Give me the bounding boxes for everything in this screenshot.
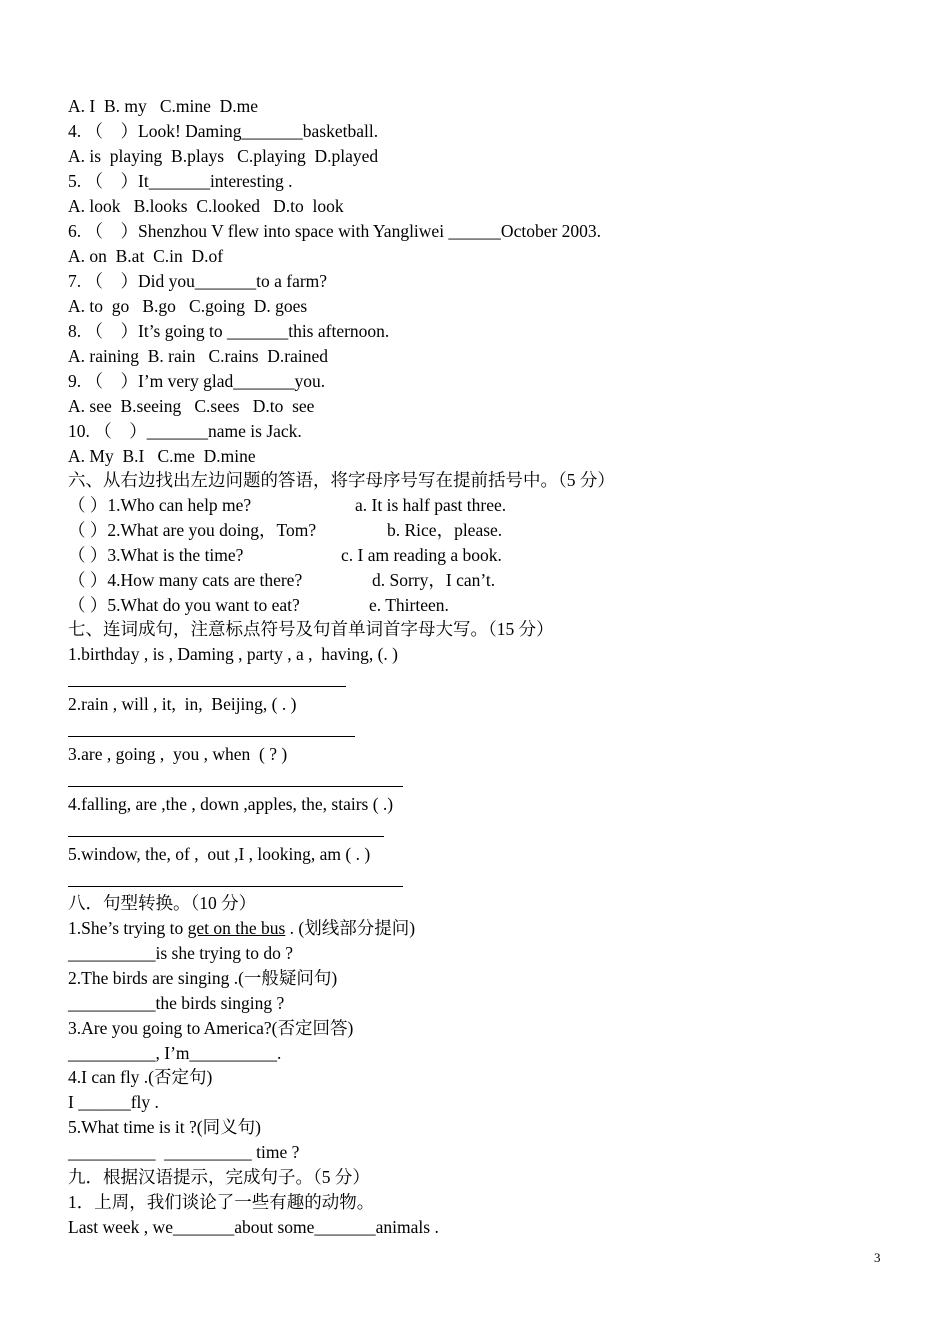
section8-item-3: 3.Are you going to America?(否定回答) [68, 1018, 354, 1038]
section8-item-1 [68, 917, 415, 939]
section7-item-3: 3.are , going , you , when ( ? ) [68, 744, 288, 764]
section8-item-4: 4.I can fly .(否定句) [68, 1067, 213, 1087]
section8-answer-4: I ______fly . [68, 1092, 159, 1112]
matching-question-3: （ ）3.What is the time? [68, 545, 244, 565]
section6-title: 六、从右边找出左边问题的答语，将字母序号写在提前括号中。（5 分） [68, 470, 615, 490]
q6-question: 6. （ ）Shenzhou V flew into space with Yangliwei ______October 2003. [68, 221, 602, 241]
section7-item-1: 1.birthday , is , Daming , party , a , having, (. ) [68, 644, 399, 664]
q7-question: 7. （ ）Did you_______to a farm? [68, 271, 328, 291]
matching-answer-c: c. I am reading a book. [341, 545, 502, 565]
q7-options: A. to go B.go C.going D. goes [68, 296, 308, 316]
q5-options: A. look B.looks C.looked D.to look [68, 196, 344, 216]
answer-line-5 [68, 886, 403, 887]
matching-question-4: （ ）4.How many cats are there? [68, 570, 303, 590]
q9-question: 9. （ ）I’m very glad_______you. [68, 371, 326, 391]
q3-options: A. I B. my C.mine D.me [68, 96, 259, 116]
q4-question: 4. （ ）Look! Daming_______basketball. [68, 121, 379, 141]
section9-item-1-chinese: 1．上周，我们谈论了一些有趣的动物。 [68, 1192, 375, 1212]
section9-title: 九．根据汉语提示，完成句子。（5 分） [68, 1167, 370, 1187]
matching-answer-b: b. Rice，please. [387, 520, 503, 540]
matching-answer-e: e. Thirteen. [369, 595, 449, 615]
answer-line-4 [68, 836, 384, 837]
section8-item-1-pre: 1.She’s trying to [68, 918, 188, 938]
section8-answer-5: __________ __________ time ? [68, 1142, 300, 1162]
q5-question: 5. （ ）It_______interesting . [68, 171, 293, 191]
page-number: 3 [874, 1250, 881, 1265]
answer-line-2 [68, 736, 355, 737]
q8-options: A. raining B. rain C.rains D.rained [68, 346, 329, 366]
section7-title: 七、连词成句，注意标点符号及句首单词首字母大写。（15 分） [68, 619, 554, 639]
q10-question: 10. （ ）_______name is Jack. [68, 421, 302, 441]
section8-answer-2: __________the birds singing ? [68, 993, 285, 1013]
section9-item-1-english: Last week , we_______about some_______animals . [68, 1217, 439, 1237]
section8-item-1-post: . (划线部分提问) [285, 918, 416, 938]
matching-answer-a: a. It is half past three. [355, 495, 507, 515]
q9-options: A. see B.seeing C.sees D.to see [68, 396, 315, 416]
section8-answer-3: __________, I’m__________. [68, 1043, 282, 1063]
section8-item-5: 5.What time is it ?(同义句) [68, 1117, 261, 1137]
q8-question: 8. （ ）It’s going to _______this afternoon. [68, 321, 390, 341]
matching-question-2: （ ）2.What are you doing，Tom? [68, 520, 317, 540]
matching-answer-d: d. Sorry，I can’t. [372, 570, 496, 590]
answer-line-1 [68, 686, 346, 687]
section8-title: 八．句型转换。（10 分） [68, 893, 257, 913]
q4-options: A. is playing B.plays C.playing D.played [68, 146, 379, 166]
matching-question-1: （ ）1.Who can help me? [68, 495, 252, 515]
section7-item-4: 4.falling, are ,the , down ,apples, the, stairs ( .) [68, 794, 394, 814]
section7-item-2: 2.rain , will , it, in, Beijing, ( . ) [68, 694, 297, 714]
section7-item-5: 5.window, the, of , out ,I , looking, am ( . ) [68, 844, 371, 864]
q6-options: A. on B.at C.in D.of [68, 246, 224, 266]
section8-answer-1: __________is she trying to do ? [68, 943, 294, 963]
q10-options: A. My B.I C.me D.mine [68, 446, 256, 466]
matching-question-5: （ ）5.What do you want to eat? [68, 595, 300, 615]
section8-item-2: 2.The birds are singing .(一般疑问句) [68, 968, 338, 988]
answer-line-3 [68, 786, 403, 787]
section8-item-1-underlined: get on the bus [187, 918, 286, 938]
